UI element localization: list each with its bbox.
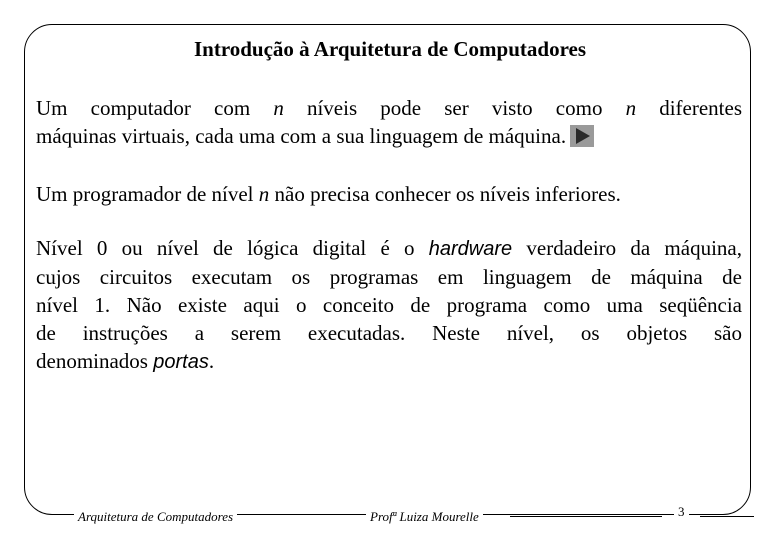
variable-n: n — [625, 96, 637, 120]
paragraph-line: Um computador com n níveis pode ser visto como n diferentes — [36, 96, 742, 120]
footer-rule — [700, 516, 754, 517]
variable-n: n — [273, 96, 284, 120]
variable-n: n — [258, 182, 270, 206]
play-icon — [576, 128, 590, 144]
paragraph-line: máquinas virtuais, cada uma com a sua linguagem de máquina. — [36, 122, 742, 150]
paragraph-line: de instruções a serem executadas. Neste nível, os objetos são — [36, 321, 742, 345]
emphasis-portas: portas — [153, 351, 209, 373]
page-number: 3 — [674, 504, 689, 520]
slide-title: Introdução à Arquitetura de Computadores — [193, 37, 587, 61]
footer-author: Profª Luiza Mourelle — [366, 509, 483, 525]
paragraph-digital-logic — [36, 234, 742, 376]
emphasis-hardware: hardware — [428, 238, 513, 260]
play-button[interactable] — [570, 125, 594, 147]
paragraph-line: Um programador de nível n não precisa conhecer os níveis inferiores. — [36, 182, 621, 206]
slide-footer — [0, 500, 780, 530]
footer-course-name: Arquitetura de Computadores — [74, 509, 237, 525]
paragraph-virtual-machines — [36, 94, 742, 150]
paragraph-line: denominados portas. — [36, 349, 215, 373]
paragraph-programmer — [36, 180, 742, 208]
paragraph-line: Nível 0 ou nível de lógica digital é o hardware verdadeiro da máquina, — [36, 236, 742, 260]
footer-rule — [510, 516, 662, 517]
paragraph-line: cujos circuitos executam os programas em linguagem de máquina de — [36, 265, 742, 289]
paragraph-line: nível 1. Não existe aqui o conceito de programa como uma seqüência — [36, 293, 742, 317]
